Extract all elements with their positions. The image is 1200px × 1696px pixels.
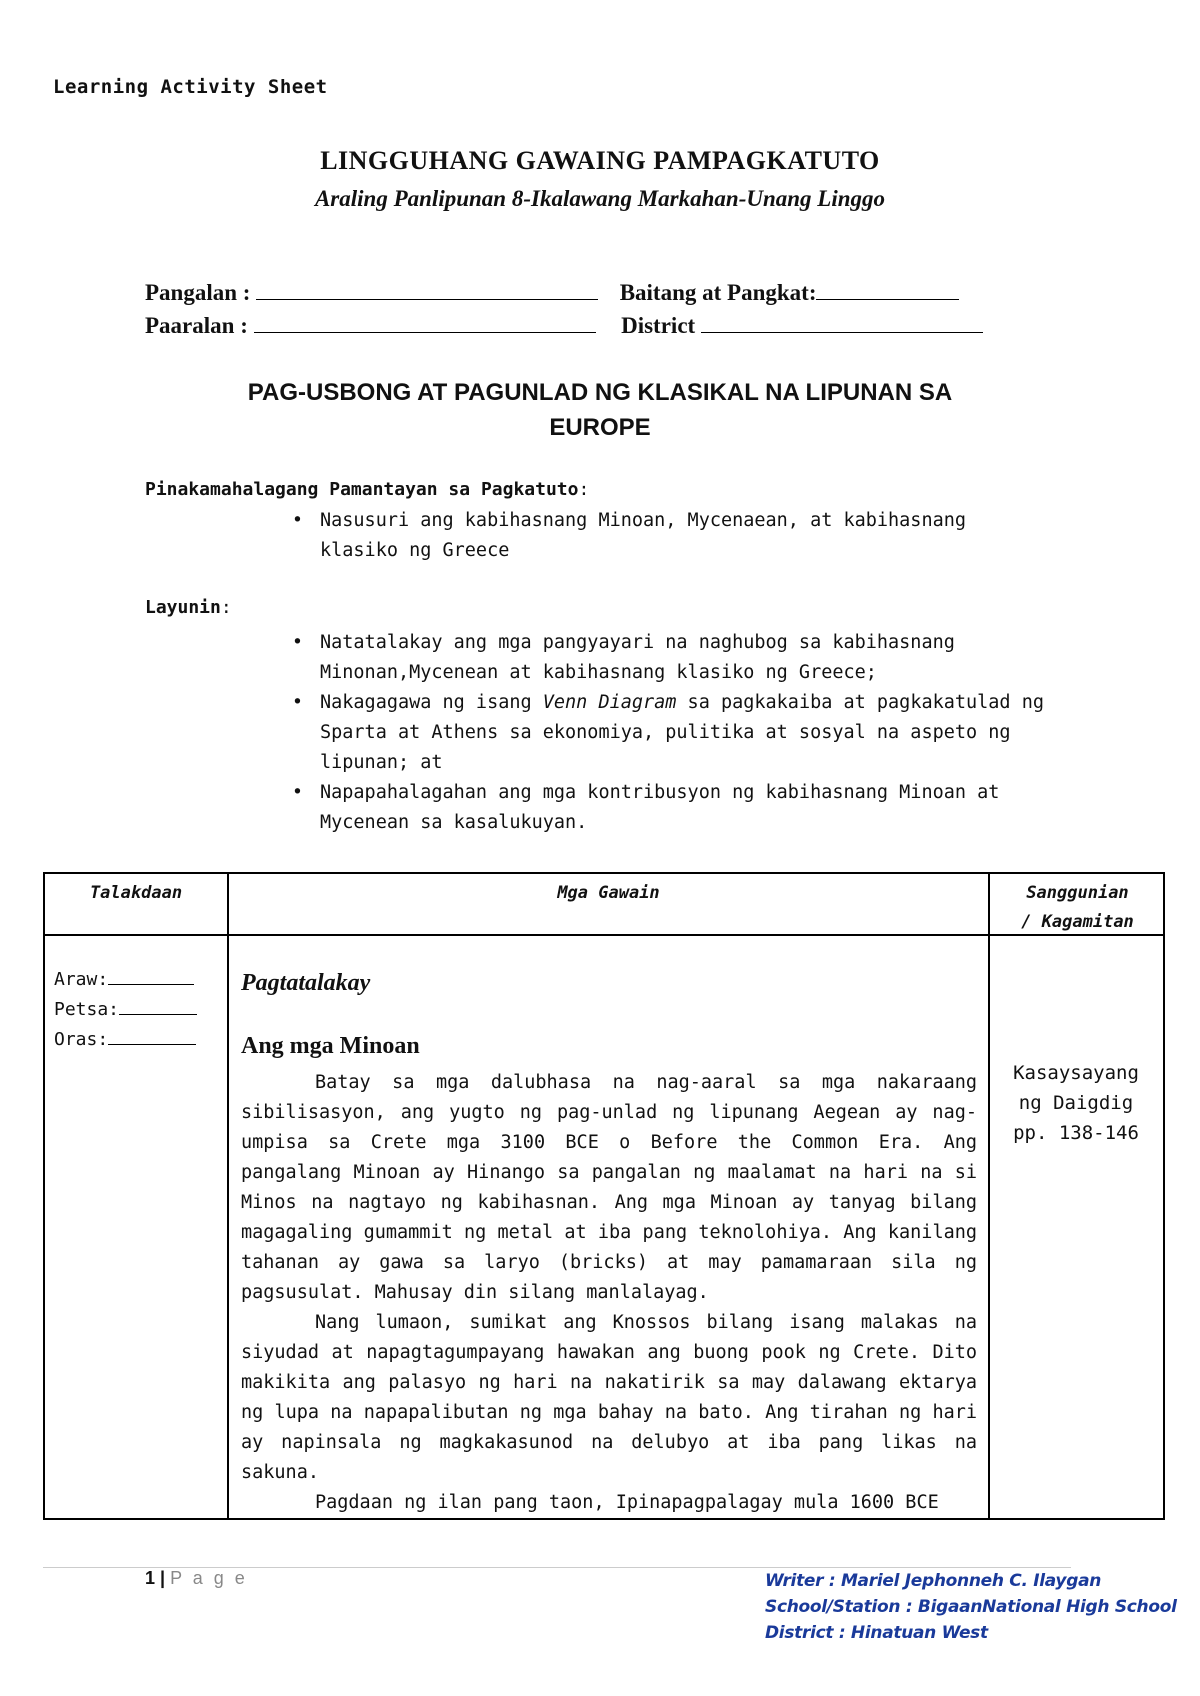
layunin-label: Layunin [145,597,221,618]
paaralan-label: Paaralan : [145,313,248,338]
page-label: P a g e [170,1568,248,1588]
pamantayan-colon: : [578,479,590,500]
layunin-colon: : [220,597,232,618]
oras-field[interactable] [108,1028,196,1045]
page-separator: | [160,1568,166,1588]
paragraph: Batay sa mga dalubhasa na nag-aaral sa mga nakaraang sibilisasyon, ang yugto ng pag-unlad ng lipunang Aegean ay nag-umpisa sa Crete mga 3100 BCE o Before the Common Era. Ang pangalang Minoan ay Hinango sa pangalan ng maalamat na hari na si Minos na nagtayo ng kabihasnan. Ang mga Minoan ay tanyag bilang magagaling gumammit ng metal at iba pang teknolohiya. Ang kanilang tahanan ay gawa sa laryo (bricks) at may pamamaraan sila ng pagsusulat. Mahusay din silang manlalayag. [241,1072,977,1303]
reference-text: Kasaysayang ng Daigdig pp. 138-146 [1013,1062,1139,1144]
sheet-header-label: Learning Activity Sheet [53,76,328,98]
layunin-heading [145,597,232,618]
schedule-fields [54,965,197,1055]
layunin-list [280,628,1080,838]
table-divider [988,874,990,1518]
baitang-field[interactable] [816,281,959,300]
district-label: District [621,313,696,338]
layunin-item2-text-cont: sa pagkakaiba at pagkakatulad ng Sparta at Athens sa ekonomiya, pulitika at sosyal na aspeto ng lipunan; at [320,692,1044,773]
school-credit: School/Station : BigaanNational High School [765,1597,1177,1617]
activity-table [43,872,1165,1520]
table-divider [227,874,229,1518]
subsection-heading: Ang mga Minoan [241,1033,420,1059]
paragraph: Pagdaan ng ilan pang taon, Ipinapagpalagay mula 1600 BCE [315,1492,939,1513]
paragraph: Nang lumaon, sumikat ang Knossos bilang isang malakas na siyudad at napagtagumpayang hawakan ang buong pook ng Crete. Dito makikita ang palasyo ng hari na nakatirik sa may dalawang ektarya ng lupa na napapalibutan ng mga bahay na bato. Ang tirahan ng hari ay napinsala ng magkakasunod na delubyo at iba pang likas na sakuna. [241,1312,977,1483]
pamantayan-label: Pinakamahalagang Pamantayan sa Pagkatuto [145,479,579,500]
page-number-value: 1 [145,1568,156,1588]
pangalan-label: Pangalan : [145,280,251,305]
lesson-body [241,1068,977,1518]
district-credit: District : Hinatuan West [765,1623,988,1643]
list-item [280,688,1080,778]
info-row-2 [145,313,983,339]
lesson-title-line-1: PAG-USBONG AT PAGUNLAD NG KLASIKAL NA LIPUNAN SA [247,379,953,406]
page-number [145,1568,248,1589]
section-heading: Pagtatalakay [241,970,371,996]
araw-label: Araw: [54,969,109,990]
pangalan-field[interactable] [256,281,598,300]
oras-label: Oras: [54,1029,109,1050]
district-field[interactable] [701,314,983,333]
list-item: • Natatalakay ang mga pangyayari na naghubog sa kabihasnang Minonan,Mycenean at kabihasnang klasiko ng Greece; [280,628,1080,688]
column-header-mga-gawain: Mga Gawain [557,883,660,903]
info-row-1 [145,280,959,306]
lesson-title-line-2: EUROPE [549,414,651,441]
column-header-sanggunian [990,879,1165,937]
document-title: LINGGUHANG GAWAING PAMPAGKATUTO [320,146,880,175]
araw-field[interactable] [108,968,194,985]
column-header-talakdaan: Talakdaan [89,883,183,903]
column-header-sanggunian-line1: Sanggunian [1026,883,1129,903]
list-item: • Nasusuri ang kabihasnang Minoan, Mycenaean, at kabihasnang klasiko ng Greece [280,506,1040,566]
paaralan-field[interactable] [254,314,596,333]
writer-credit: Writer : Mariel Jephonneh C. Ilaygan [765,1571,1102,1591]
document-subtitle: Araling Panlipunan 8-Ikalawang Markahan-Unang Linggo [314,186,886,211]
pamantayan-heading [145,479,589,500]
list-item: • Napapahalagahan ang mga kontribusyon ng kabihasnang Minoan at Mycenean sa kasalukuyan. [280,778,1080,838]
venn-diagram-emphasis: Venn Diagram [542,692,677,713]
petsa-label: Petsa: [54,999,120,1020]
pamantayan-list [280,506,1040,566]
petsa-field[interactable] [119,998,197,1015]
baitang-label: Baitang at Pangkat: [619,280,817,305]
column-header-sanggunian-line2: / Kagamitan [1021,912,1134,932]
layunin-item2-text: Nakagagawa ng isang [320,692,543,713]
